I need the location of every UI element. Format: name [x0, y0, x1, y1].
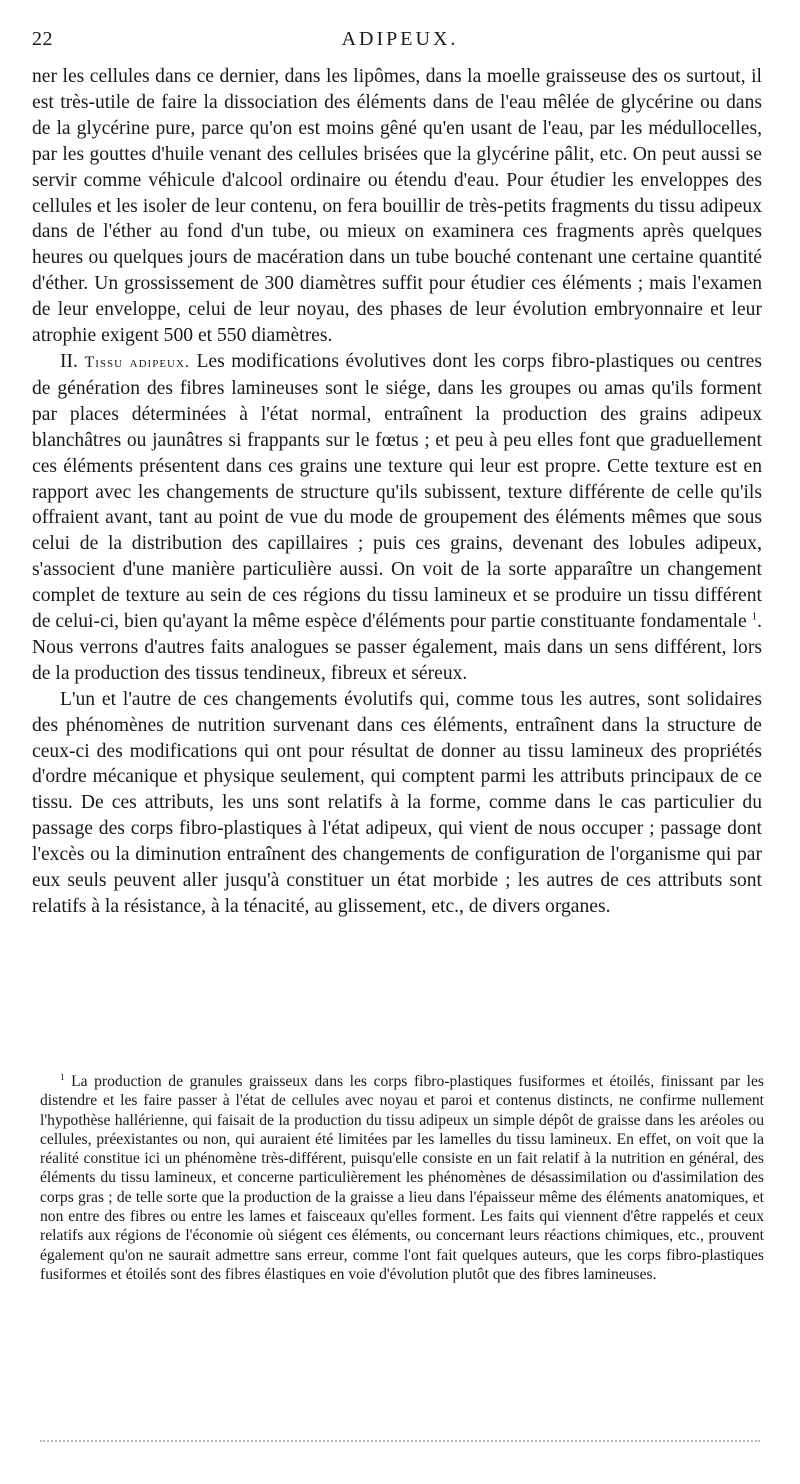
page-number: 22: [32, 28, 53, 50]
footnote-marker: 1: [60, 1071, 65, 1082]
bottom-rule: [40, 1440, 760, 1442]
body-text: [32, 64, 762, 920]
section-paragraph: [32, 349, 762, 687]
paragraph-text: Les modifications évolutives dont les corps fibro-plastiques ou centres de génération des fibres lamineuses sont le siége, dans les groupes ou amas qu'ils forment par places déterminées à l'état normal, entraînent la production des grains adipeux blanchâtres ou jaunâtres si frappants sur le fœtus ; et peu à peu elles font que graduellement ces éléments présentent dans ces grains une texture qui leur est propre. Cette texture est en rapport avec les changements de structure qu'ils subissent, texture différente de celle qu'ils offraient avant, tant au point de vue du mode de groupement des éléments mêmes que sous celui de la distribution des capillaires ; puis ces grains, devenant des lobules adipeux, s'associent d'une manière particulière aussi. On voit de la sorte apparaître un changement complet de texture au sein de ces régions du tissu lamineux et se produire un tissu différent de celui-ci, bien qu'ayant la même espèce d'éléments pour partie constituante fondamentale: [32, 350, 762, 633]
footnote-reference[interactable]: 1: [751, 610, 758, 623]
running-title: ADIPEUX.: [341, 28, 459, 50]
footnote: [40, 1072, 764, 1284]
section-title: Tissu adipeux.: [84, 353, 190, 371]
section-number: II.: [60, 350, 78, 372]
paragraph-continued: ner les cellules dans ce dernier, dans les lipômes, dans la moelle graisseuse des os surtout, il est très-utile de faire la dissociation des éléments dans de l'eau mêlée de glycérine ou dans de la glycérine pure, parce qu'on est moins gêné qu'en usant de l'eau, par les médullocelles, par les gouttes d'huile venant des cellules brisées que la glycérine pâlit, etc. On peut aussi se servir comme véhicule d'alcool ordinaire ou étendu d'eau. Pour étudier les enveloppes des cellules et les isoler de leur contenu, on fera bouillir de très-petits fragments du tissu adipeux dans de l'éther au fond d'un tube, ou mieux on examinera ces fragments après quelques heures ou quelques jours de macération dans un tube bouché contenant une certaine quantité d'éther. Un grossissement de 300 diamètres suffit pour étudier ces éléments ; mais l'examen de leur enveloppe, celui de leur noyau, des phases de leur évolution embryonnaire et leur atrophie exigent 500 et 550 diamètres.: [32, 66, 762, 347]
page-header: [32, 28, 768, 58]
footnote-text: La production de granules graisseux dans les corps fibro-plastiques fusiformes et étoilés, finissant par les distendre et les faire passer à l'état de cellules avec noyau et paroi et contenus distincts, ne confirme nullement l'hypothèse hallérienne, qui faisait de la production du tissu adipeux un simple dépôt de graisse dans les aréoles ou cellules, préexistantes ou non, qui auraient été limitées par les lamelles du tissu lamineux. En effet, on voit que la réalité constitue ici un phénomène très-différent, puisqu'elle consiste en un fait relatif à la nutrition en général, des éléments du tissu lamineux, et concerne particulièrement les phénomènes de désassimilation ou d'assimilation des corps gras ; de telle sorte que la production de la graisse a lieu dans l'épaisseur même des éléments anatomiques, et non entre des fibres ou entre les lames et faisceaux qu'elles forment. Les faits qui viennent d'être rappelés et ceux relatifs aux régions de l'économie où siégent ces éléments, ou concernant leurs réactions chimiques, etc., prouvent également qu'on ne saurait admettre sans erreur, comme l'ont fait quelques auteurs, que les corps fibro-plastiques fusiformes et étoilés sont des fibres élastiques en voie d'évolution plutôt que des fibres lamineuses.: [40, 1073, 764, 1283]
paragraph: L'un et l'autre de ces changements évolutifs qui, comme tous les autres, sont solidaires des phénomènes de nutrition survenant dans ces éléments, entraînent dans la structure de ceux-ci des modifications qui ont pour résultat de donner au tissu lamineux des propriétés d'ordre mécanique et physique seulement, qui comptent parmi les attributs principaux de ce tissu. De ces attributs, les uns sont relatifs à la forme, comme dans le cas particulier du passage des corps fibro-plastiques à l'état adipeux, qui vient de nous occuper ; passage dont l'excès ou la diminution entraînent des changements de configuration de l'organisme qui par eux seuls peuvent aller jusqu'à constituer un état morbide ; les autres de ces attributs sont relatifs à la résistance, à la ténacité, au glissement, etc., de divers organes.: [32, 688, 762, 917]
paragraph-text-end: . Nous verrons d'autres faits analogues se passer également, mais dans un sens différent, lors de la production des tissus tendineux, fibreux et séreux.: [32, 611, 762, 684]
